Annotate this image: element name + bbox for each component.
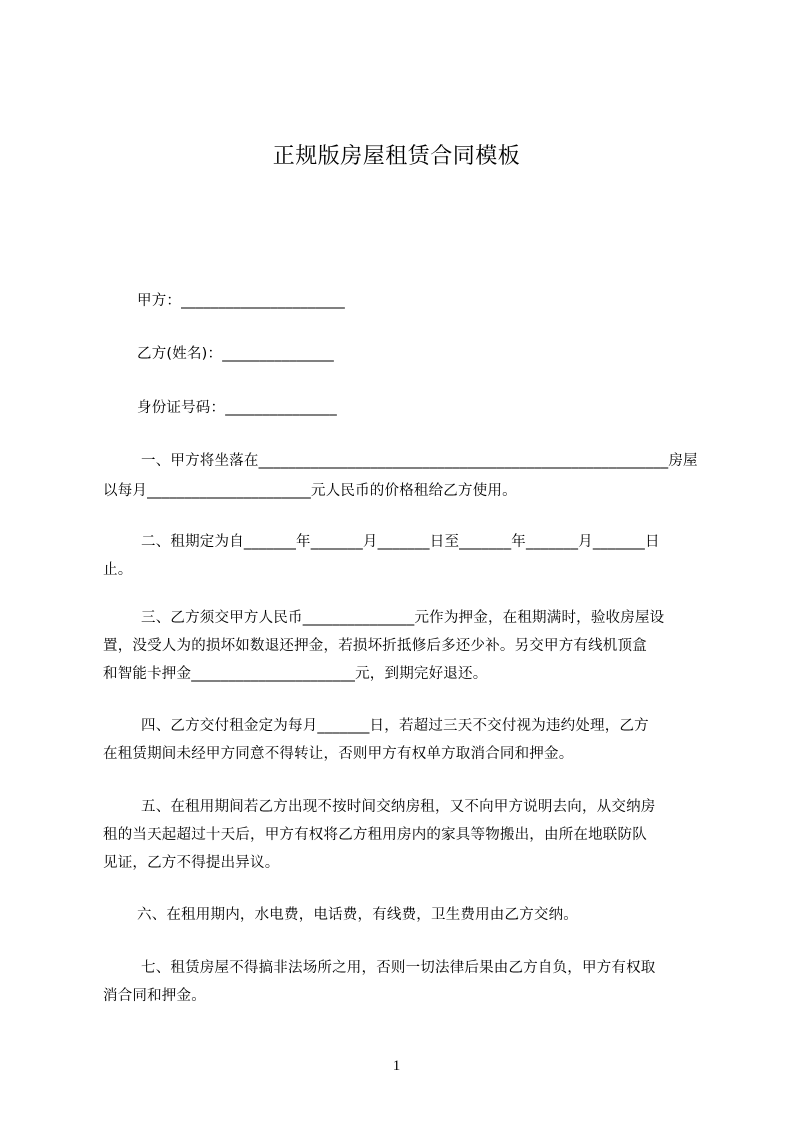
clause-3-line-1: 三、乙方须交甲方人民币_______________元作为押金，在租期满时，验收房屋设 bbox=[141, 610, 665, 626]
clause-2-line-2: 止。 bbox=[103, 562, 133, 578]
party-b-name-line: 乙方(姓名)：_______________ bbox=[137, 346, 334, 362]
clause-1-line-1: 一、甲方将坐落在_______________________________________________________房屋 bbox=[141, 453, 698, 469]
clause-1-line-2: 以每月______________________元人民币的价格租给乙方使用。 bbox=[103, 483, 517, 499]
clause-5-line-3: 见证，乙方不得提出异议。 bbox=[103, 855, 280, 871]
clause-3-line-2: 置，没受人为的损坏如数退还押金，若损坏折抵修后多还少补。另交甲方有线机顶盒 bbox=[103, 638, 647, 654]
clause-4-line-1: 四、乙方交付租金定为每月_______日，若超过三天不交付视为违约处理，乙方 bbox=[141, 718, 649, 734]
clause-3-line-3: 和智能卡押金______________________元，到期完好退还。 bbox=[103, 666, 488, 682]
clause-7-line-2: 消合同和押金。 bbox=[103, 988, 206, 1004]
clause-6-line-1: 六、在租用期内，水电费，电话费，有线费，卫生费用由乙方交纳。 bbox=[137, 907, 578, 923]
clause-2-line-1: 二、租期定为自_______年_______月_______日至_______年_______月_______日 bbox=[141, 534, 660, 550]
clause-4-line-2: 在租赁期间未经甲方同意不得转让，否则甲方有权单方取消合同和押金。 bbox=[103, 746, 574, 762]
clause-5-line-1: 五、在租用期间若乙方出现不按时间交纳房租，又不向甲方说明去向，从交纳房 bbox=[141, 799, 656, 815]
clause-5-line-2: 租的当天起超过十天后，甲方有权将乙方租用房内的家具等物搬出，由所在地联防队 bbox=[103, 827, 647, 843]
clause-7-line-1: 七、租赁房屋不得搞非法场所之用，否则一切法律后果由乙方自负，甲方有权取 bbox=[141, 960, 656, 976]
page-number: 1 bbox=[392, 1058, 401, 1074]
id-number-line: 身份证号码：_______________ bbox=[137, 400, 337, 416]
document-title: 正规版房屋租赁合同模板 bbox=[272, 144, 521, 169]
party-a-line: 甲方：______________________ bbox=[137, 293, 345, 309]
